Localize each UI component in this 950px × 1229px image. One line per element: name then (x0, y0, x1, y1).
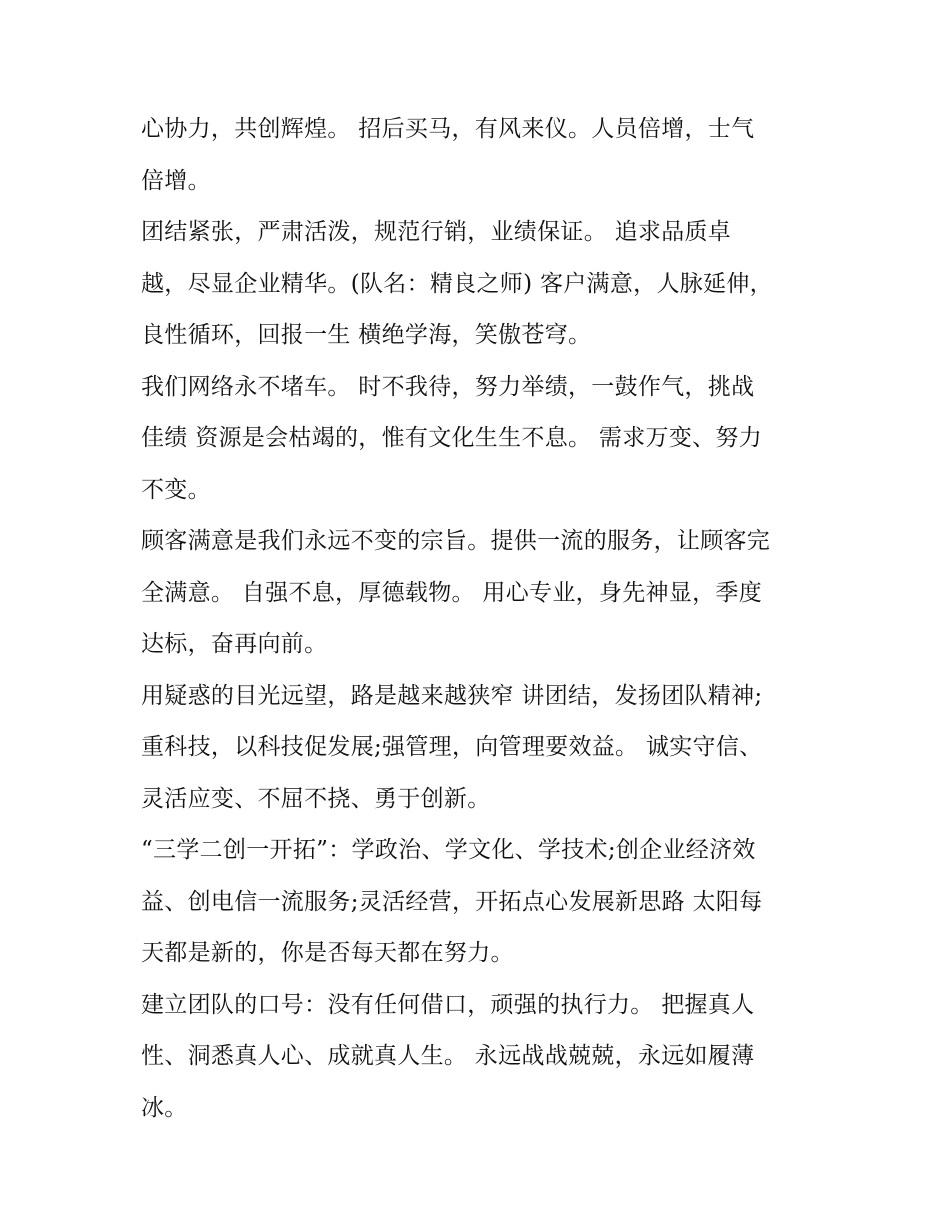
text-line: 建立团队的口号：没有任何借口，顽强的执行力。 把握真人 (141, 991, 755, 1018)
text-line: 天都是新的，你是否每天都在努力。 (141, 940, 514, 966)
text-line: 不变。 (141, 476, 211, 503)
text-line: 团结紧张，严肃活泼，规范行销，业绩保证。 追求品质卓 (141, 219, 732, 245)
text-line: 冰。 (141, 1094, 188, 1121)
text-line: 心协力，共创辉煌。 招后买马，有风来仪。人员倍增，士气 (141, 116, 755, 142)
text-line: 佳绩 资源是会枯竭的，惟有文化生生不息。 需求万变、努力 (141, 425, 763, 451)
body-text (141, 104, 821, 1134)
text-line: 倍增。 (141, 167, 211, 194)
text-line: 全满意。 自强不息，厚德载物。 用心专业，身先神显，季度 (141, 579, 763, 606)
text-line: 用疑惑的目光远望，路是越来越狭窄 讲团结，发扬团队精神; (141, 682, 763, 709)
text-line: 达标，奋再向前。 (141, 631, 328, 657)
text-line: 顾客满意是我们永远不变的宗旨。提供一流的服务，让顾客完 (141, 528, 771, 554)
text-line: 越，尽显企业精华。(队名：精良之师) 客户满意，人脉延伸， (141, 270, 773, 297)
text-line: 我们网络永不堵车。 时不我待，努力举绩，一鼓作气，挑战 (141, 373, 755, 400)
text-line: 性、洞悉真人心、成就真人生。 永远战战兢兢，永远如履薄 (141, 1043, 755, 1069)
text-line: 灵活应变、不屈不挠、勇于创新。 (141, 785, 491, 812)
text-line: 益、创电信一流服务;灵活经营，开拓点心发展新思路 太阳每 (141, 888, 763, 915)
text-line: 良性循环，回报一生 横绝学海，笑傲苍穹。 (141, 322, 592, 348)
text-line: “三学二创一开拓”：学政治、学文化、学技术;创企业经济效 (141, 837, 756, 863)
text-line: 重科技，以科技促发展;强管理，向管理要效益。 诚实守信、 (141, 734, 763, 760)
